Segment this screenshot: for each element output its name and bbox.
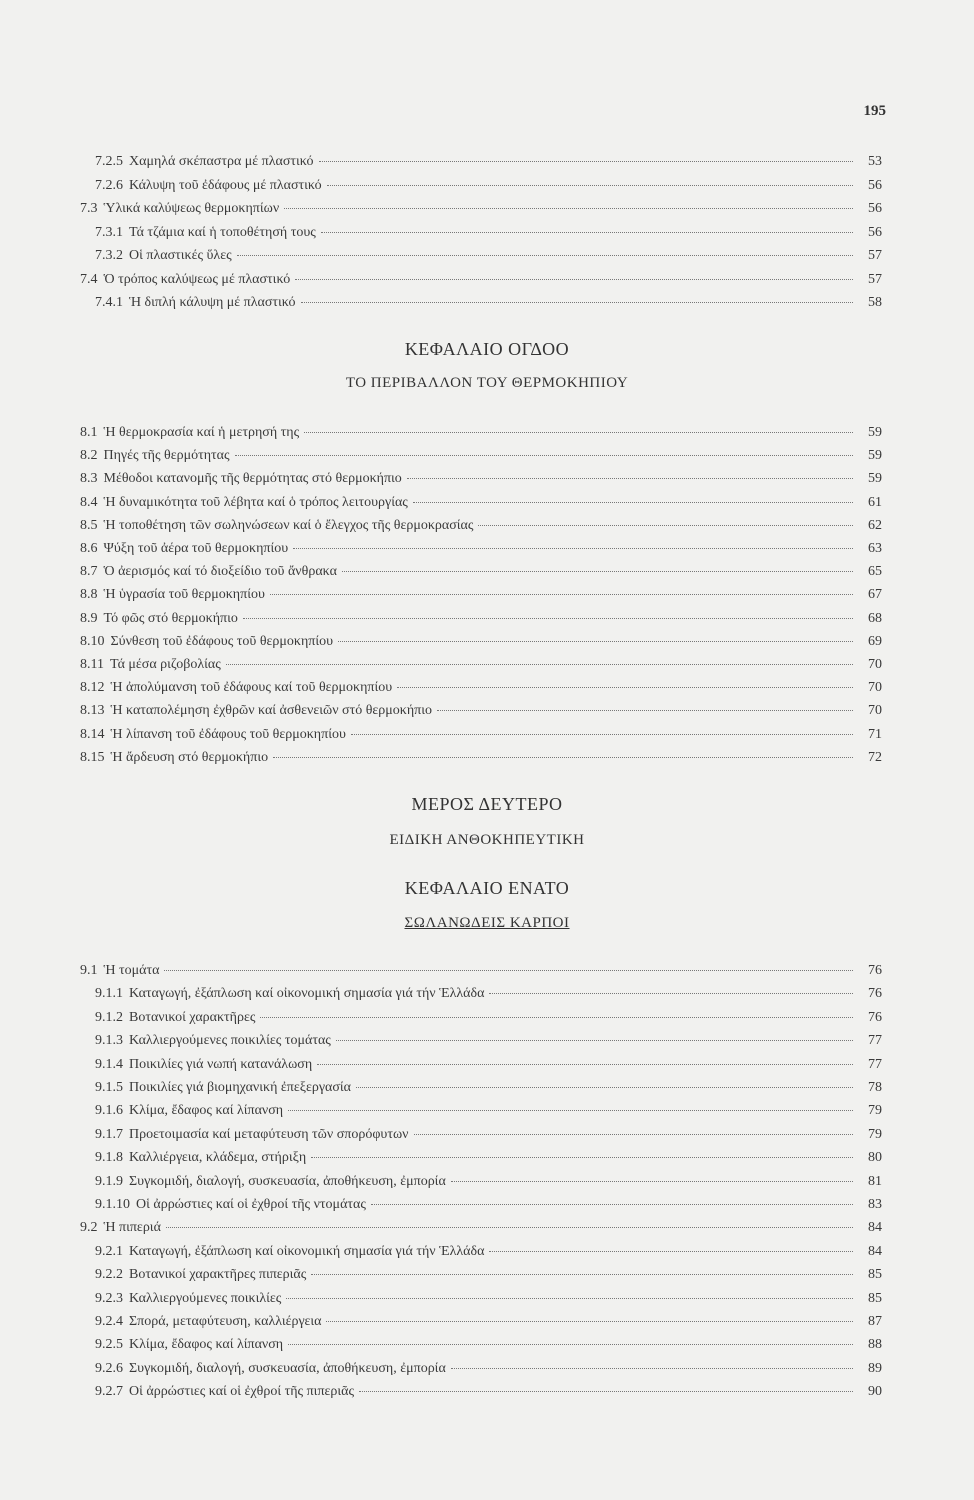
toc-entry-title: Ποικιλίες γιά νωπή κατανάλωση <box>129 1056 313 1072</box>
toc-entry-page: 83 <box>868 1197 882 1212</box>
toc-entry-page: 69 <box>868 633 882 649</box>
toc-entry-number: 8.2 <box>80 448 98 464</box>
dot-leader <box>478 525 853 526</box>
toc-entry-number: 8.10 <box>80 633 105 649</box>
toc-entry <box>80 680 882 702</box>
toc-entry-number: 8.13 <box>80 703 105 719</box>
dot-leader <box>295 279 853 280</box>
toc-entry-page: 61 <box>868 494 882 510</box>
toc-entry-page: 80 <box>868 1150 882 1166</box>
dot-leader <box>338 641 853 642</box>
toc-entry <box>95 1103 882 1125</box>
toc-entry-page: 59 <box>868 471 882 487</box>
toc-entry <box>95 1033 882 1055</box>
dot-leader <box>273 757 853 758</box>
toc-entry <box>95 1361 882 1383</box>
dot-leader <box>164 970 853 971</box>
dot-leader <box>288 1344 853 1345</box>
toc-entry-title: Βοτανικοί χαρακτῆρες <box>129 1009 256 1025</box>
toc-entry-number: 9.2.4 <box>95 1314 123 1329</box>
toc-entry-number: 9.2.5 <box>95 1337 123 1353</box>
toc-entry <box>95 1150 882 1172</box>
toc-entry <box>80 425 882 447</box>
toc-entry <box>80 564 882 586</box>
toc-entry-page: 68 <box>868 610 882 626</box>
toc-entry-title: Συγκομιδή, διαλογή, συσκευασία, ἀποθήκευση, ἐμπορία <box>129 1360 446 1376</box>
toc-entry-number: 9.1.10 <box>95 1197 130 1212</box>
toc-entry-page: 87 <box>868 1314 882 1329</box>
dot-leader <box>321 232 853 233</box>
toc-entry <box>80 634 882 656</box>
toc-entry-number: 8.7 <box>80 564 98 580</box>
toc-entry-page: 78 <box>868 1080 882 1095</box>
dot-leader <box>489 1251 853 1252</box>
toc-entry-number: 9.1.8 <box>95 1150 123 1166</box>
dot-leader <box>327 185 853 186</box>
toc-entry <box>95 1010 882 1032</box>
toc-entry-title: Χαμηλά σκέπαστρα μέ πλαστικό <box>129 154 314 169</box>
toc-entry-page: 90 <box>868 1384 882 1400</box>
dot-leader <box>301 302 853 303</box>
toc-entry-number: 8.14 <box>80 726 105 742</box>
dot-leader <box>270 594 853 595</box>
toc-entry <box>80 727 882 749</box>
toc-entry <box>95 986 882 1008</box>
toc-entry-number: 9.1.3 <box>95 1033 123 1049</box>
toc-entry <box>95 1384 882 1406</box>
toc-entry-title: Ἡ τοποθέτηση τῶν σωληνώσεων καί ὁ ἔλεγχος τῆς θερμοκρασίας <box>103 517 474 533</box>
toc-entry-page: 77 <box>868 1056 882 1072</box>
toc-entry-title: Ἡ τομάτα <box>103 963 160 978</box>
toc-entry <box>95 178 882 200</box>
dot-leader <box>311 1274 853 1275</box>
toc-entry-title: Ἡ πιπεριά <box>103 1220 161 1236</box>
toc-entry-title: Οἱ ἀρρώστιες καί οἱ ἐχθροί τῆς πιπεριᾶς <box>129 1384 355 1400</box>
dot-leader <box>237 255 853 256</box>
dot-leader <box>286 1298 853 1299</box>
chapter9-subheading: ΣΩΛΑΝΩΔΕΙΣ ΚΑΡΠΟΙ <box>404 915 570 931</box>
toc-entry-title: Ἡ ἄρδευση στό θερμοκήπιο <box>110 749 269 765</box>
toc-entry-number: 7.4.1 <box>95 295 123 310</box>
toc-entry-title: Καλλιέργεια, κλάδεμα, στήριξη <box>129 1150 307 1166</box>
toc-entry <box>95 154 882 176</box>
toc-entry-number: 8.11 <box>80 657 104 672</box>
toc-entry-title: Προετοιμασία καί μεταφύτευση τῶν σπορόφυτων <box>129 1126 409 1142</box>
toc-entry <box>95 1127 882 1149</box>
toc-entry-number: 8.6 <box>80 541 98 556</box>
part2-subheading: ΕΙΔΙΚΗ ΑΝΘΟΚΗΠΕΥΤΙΚΗ <box>389 832 585 848</box>
toc-entry <box>80 201 882 223</box>
dot-leader <box>397 687 853 688</box>
toc-entry-number: 8.1 <box>80 425 98 440</box>
toc-entry <box>80 471 882 493</box>
dot-leader <box>356 1087 853 1088</box>
toc-entry <box>95 1080 882 1102</box>
dot-leader <box>284 208 853 209</box>
dot-leader <box>260 1017 853 1018</box>
toc-entry-number: 7.3.2 <box>95 248 123 263</box>
toc-entry <box>80 1220 882 1242</box>
toc-entry-number: 9.2.1 <box>95 1243 123 1259</box>
toc-entry-page: 63 <box>868 541 882 556</box>
toc-entry <box>95 225 882 247</box>
toc-entry-title: Ἡ θερμοκρασία καί ἡ μετρησή της <box>103 425 300 440</box>
toc-entry-title: Σύνθεση τοῦ ἐδάφους τοῦ θερμοκηπίου <box>110 633 334 649</box>
dot-leader <box>371 1204 853 1205</box>
dot-leader <box>451 1181 853 1182</box>
toc-entry-title: Καλλιεργούμενες ποικιλίες τομάτας <box>129 1033 331 1049</box>
toc-entry-title: Σπορά, μεταφύτευση, καλλιέργεια <box>129 1314 322 1329</box>
dot-leader <box>293 548 853 549</box>
dot-leader <box>288 1110 853 1111</box>
toc-entry-number: 8.12 <box>80 680 105 696</box>
dot-leader <box>359 1391 853 1392</box>
toc-entry-page: 57 <box>868 271 882 287</box>
toc-entry <box>95 1291 882 1313</box>
toc-entry-title: Ἡ ὑγρασία τοῦ θερμοκηπίου <box>103 587 265 603</box>
toc-entry <box>95 248 882 270</box>
toc-entry-page: 58 <box>868 295 882 310</box>
toc-entry-page: 79 <box>868 1126 882 1142</box>
toc-entry-title: Ὁ ἀερισμός καί τό διοξείδιο τοῦ ἄνθρακα <box>103 564 337 580</box>
toc-entry-page: 76 <box>868 1009 882 1025</box>
toc-entry <box>80 448 882 470</box>
toc-entry-title: Βοτανικοί χαρακτῆρες πιπεριᾶς <box>129 1267 307 1283</box>
toc-entry-number: 9.1 <box>80 963 98 978</box>
dot-leader <box>311 1157 853 1158</box>
toc-entry-number: 8.8 <box>80 587 98 603</box>
dot-leader <box>437 710 853 711</box>
toc-entry-title: Ἡ ἀπολύμανση τοῦ ἐδάφους καί τοῦ θερμοκηπίου <box>110 680 393 696</box>
dot-leader <box>304 432 853 433</box>
page-number: 195 <box>863 103 886 119</box>
toc-entry-title: Ψύξη τοῦ ἀέρα τοῦ θερμοκηπίου <box>103 541 289 556</box>
toc-entry-title: Ἡ λίπανση τοῦ ἐδάφους τοῦ θερμοκηπίου <box>110 726 346 742</box>
toc-entry <box>95 1244 882 1266</box>
dot-leader <box>319 161 853 162</box>
dot-leader <box>235 455 853 456</box>
toc-entry <box>95 1337 882 1359</box>
toc-entry-page: 70 <box>868 657 882 672</box>
toc-entry-page: 84 <box>868 1243 882 1259</box>
toc-entry-number: 9.2.3 <box>95 1290 123 1306</box>
toc-entry-title: Τά τζάμια καί ἡ τοποθέτησή τους <box>129 224 316 240</box>
dot-leader <box>166 1227 853 1228</box>
toc-entry-page: 89 <box>868 1360 882 1376</box>
toc-entry-title: Κλίμα, ἔδαφος καί λίπανση <box>129 1337 284 1353</box>
toc-entry-number: 9.1.9 <box>95 1173 123 1189</box>
toc-entry-page: 65 <box>868 564 882 580</box>
toc-entry-title: Καλλιεργούμενες ποικιλίες <box>129 1290 282 1306</box>
toc-entry-number: 9.1.6 <box>95 1103 123 1119</box>
toc-entry-page: 59 <box>868 448 882 464</box>
toc-entry-number: 8.4 <box>80 494 98 510</box>
toc-entry-page: 76 <box>868 963 882 978</box>
toc-entry <box>80 750 882 772</box>
dot-leader <box>243 618 853 619</box>
part2-heading: ΜΕΡΟΣ ΔΕΥΤΕΡΟ <box>411 794 563 814</box>
toc-entry-number: 7.3 <box>80 201 98 216</box>
toc-entry <box>80 657 882 679</box>
toc-entry-page: 53 <box>868 154 882 169</box>
dot-leader <box>413 502 853 503</box>
toc-entry-title: Πηγές τῆς θερμότητας <box>103 448 230 464</box>
toc-entry-number: 9.2.6 <box>95 1360 123 1376</box>
toc-entry <box>80 611 882 633</box>
toc-entry-title: Τό φῶς στό θερμοκήπιο <box>103 610 238 626</box>
toc-entry-number: 8.5 <box>80 517 98 533</box>
toc-entry-number: 9.1.2 <box>95 1009 123 1025</box>
toc-entry-number: 8.9 <box>80 610 98 626</box>
toc-entry-number: 9.1.4 <box>95 1056 123 1072</box>
toc-entry-page: 77 <box>868 1033 882 1049</box>
toc-entry-title: Ὑλικά καλύψεως θερμοκηπίων <box>103 201 280 216</box>
toc-entry-page: 88 <box>868 1337 882 1353</box>
dot-leader <box>317 1064 853 1065</box>
dot-leader <box>489 993 853 994</box>
toc-entry-title: Ἡ διπλή κάλυψη μέ πλαστικό <box>129 295 296 310</box>
toc-entry <box>95 1197 882 1219</box>
toc-entry-number: 8.3 <box>80 471 98 487</box>
toc-entry-title: Τά μέσα ριζοβολίας <box>109 657 221 672</box>
dot-leader <box>414 1134 853 1135</box>
toc-entry-page: 71 <box>868 726 882 742</box>
chapter8-subheading: ΤΟ ΠΕΡΙΒΑΛΛΟΝ ΤΟΥ ΘΕΡΜΟΚΗΠΙΟΥ <box>345 375 629 391</box>
dot-leader <box>451 1368 853 1369</box>
toc-entry-page: 70 <box>868 703 882 719</box>
toc-entry-page: 81 <box>868 1173 882 1189</box>
toc-entry-title: Ἡ καταπολέμηση ἐχθρῶν καί ἀσθενειῶν στό θερμοκήπιο <box>110 703 433 719</box>
dot-leader <box>226 664 853 665</box>
toc-entry <box>80 272 882 294</box>
chapter8-heading: ΚΕΦΑΛΑΙΟ ΟΓΔΟΟ <box>404 339 570 359</box>
toc-entry-number: 7.2.5 <box>95 154 123 169</box>
toc-entry-number: 9.1.7 <box>95 1126 123 1142</box>
toc-entry-page: 72 <box>868 749 882 765</box>
toc-entry <box>95 1174 882 1196</box>
toc-entry-number: 7.3.1 <box>95 224 123 240</box>
dot-leader <box>336 1040 853 1041</box>
toc-entry-title: Καταγωγή, ἐξάπλωση καί οἰκονομική σημασία γιά τήν Ἑλλάδα <box>129 986 485 1002</box>
toc-entry-page: 56 <box>868 177 882 193</box>
toc-entry <box>80 703 882 725</box>
toc-entry-page: 57 <box>868 248 882 263</box>
toc-entry-page: 85 <box>868 1267 882 1283</box>
toc-entry-page: 70 <box>868 680 882 696</box>
dot-leader <box>326 1321 853 1322</box>
toc-entry <box>95 1267 882 1289</box>
toc-entry <box>95 1314 882 1336</box>
toc-entry <box>80 518 882 540</box>
toc-entry <box>95 1057 882 1079</box>
toc-entry-page: 62 <box>868 517 882 533</box>
toc-entry-number: 9.2 <box>80 1220 98 1236</box>
toc-entry-page: 79 <box>868 1103 882 1119</box>
toc-entry-title: Μέθοδοι κατανομῆς τῆς θερμότητας στό θερμοκήπιο <box>103 471 402 487</box>
dot-leader <box>407 478 853 479</box>
toc-entry <box>80 587 882 609</box>
toc-entry-title: Κάλυψη τοῦ ἐδάφους μέ πλαστικό <box>129 177 322 193</box>
toc-entry-title: Ὁ τρόπος καλύψεως μέ πλαστικό <box>103 271 291 287</box>
toc-entry <box>80 963 882 985</box>
toc-entry <box>95 295 882 317</box>
toc-entry-title: Οἱ πλαστικές ὕλες <box>129 248 232 263</box>
toc-entry-page: 67 <box>868 587 882 603</box>
toc-entry-number: 9.1.5 <box>95 1080 123 1095</box>
toc-entry-number: 7.2.6 <box>95 177 123 193</box>
toc-entry <box>80 541 882 563</box>
toc-entry-page: 84 <box>868 1220 882 1236</box>
toc-entry-title: Κλίμα, ἔδαφος καί λίπανση <box>129 1103 284 1119</box>
toc-entry-title: Συγκομιδή, διαλογή, συσκευασία, ἀποθήκευση, ἐμπορία <box>129 1173 446 1189</box>
toc-entry <box>80 495 882 517</box>
toc-entry-page: 85 <box>868 1290 882 1306</box>
toc-entry-title: Ἡ δυναμικότητα τοῦ λέβητα καί ὁ τρόπος λειτουργίας <box>103 494 408 510</box>
chapter9-heading: ΚΕΦΑΛΑΙΟ ΕΝΑΤΟ <box>404 878 570 898</box>
toc-entry-number: 7.4 <box>80 271 98 287</box>
toc-entry-title: Ποικιλίες γιά βιομηχανική ἐπεξεργασία <box>129 1080 351 1095</box>
toc-entry-page: 56 <box>868 201 882 216</box>
toc-entry-number: 9.2.2 <box>95 1267 123 1283</box>
toc-entry-number: 9.2.7 <box>95 1384 123 1400</box>
dot-leader <box>351 734 853 735</box>
toc-entry-number: 8.15 <box>80 749 105 765</box>
toc-entry-title: Καταγωγή, ἐξάπλωση καί οἰκονομική σημασία γιά τήν Ἑλλάδα <box>129 1243 485 1259</box>
toc-entry-title: Οἱ ἀρρώστιες καί οἱ ἐχθροί τῆς ντομάτας <box>136 1197 366 1212</box>
toc-entry-page: 56 <box>868 224 882 240</box>
toc-entry-number: 9.1.1 <box>95 986 123 1002</box>
dot-leader <box>342 571 853 572</box>
toc-entry-page: 59 <box>868 425 882 440</box>
toc-entry-page: 76 <box>868 986 882 1002</box>
